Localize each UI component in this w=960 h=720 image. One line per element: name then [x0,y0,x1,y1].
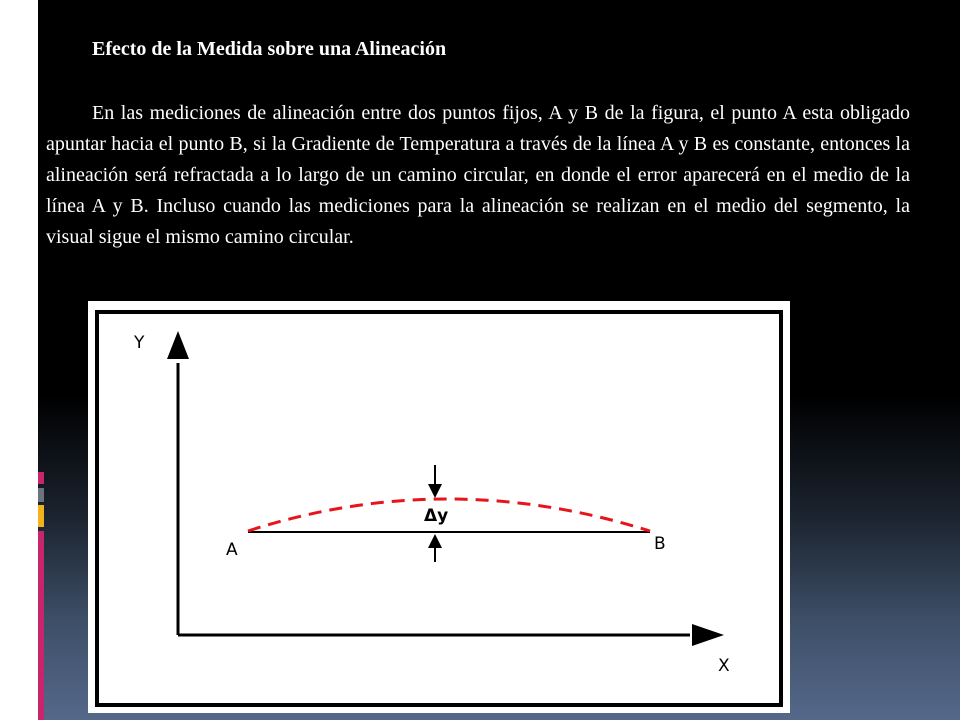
accent-bar-pink [38,531,44,720]
y-axis-label: Y [134,333,145,353]
accent-mark-pink [38,472,44,484]
slide-title: Efecto de la Medida sobre una Alineación [92,38,447,60]
accent-mark-gray [38,488,44,502]
x-axis-label: X [718,656,730,676]
delta-top-arrow [428,484,442,498]
point-a-label: A [226,540,238,560]
point-b-label: B [654,534,666,554]
refraction-diagram [88,301,790,713]
diagram-svg [88,301,790,713]
accent-mark-yellow [38,505,44,527]
delta-bottom-arrow [428,534,442,548]
left-white-strip [0,0,38,720]
x-axis-arrow [692,624,724,646]
y-axis-arrow [167,331,189,359]
refracted-curve [248,499,650,531]
slide-body-paragraph: En las mediciones de alineación entre dos puntos fijos, A y B de la figura, el punto A esta obligado apuntar hacia el punto B, si la Gradiente de Temperatura a través de la línea A y B es constante, entonces la alineación será refractada a lo largo de un camino circular, en donde el error aparecerá en el medio de la línea A y B. Incluso cuando las mediciones para la alineación se realizan en el medio del segmento, la visual sigue el mismo camino circular. [46,102,910,248]
delta-y-label: Δy [424,506,449,526]
